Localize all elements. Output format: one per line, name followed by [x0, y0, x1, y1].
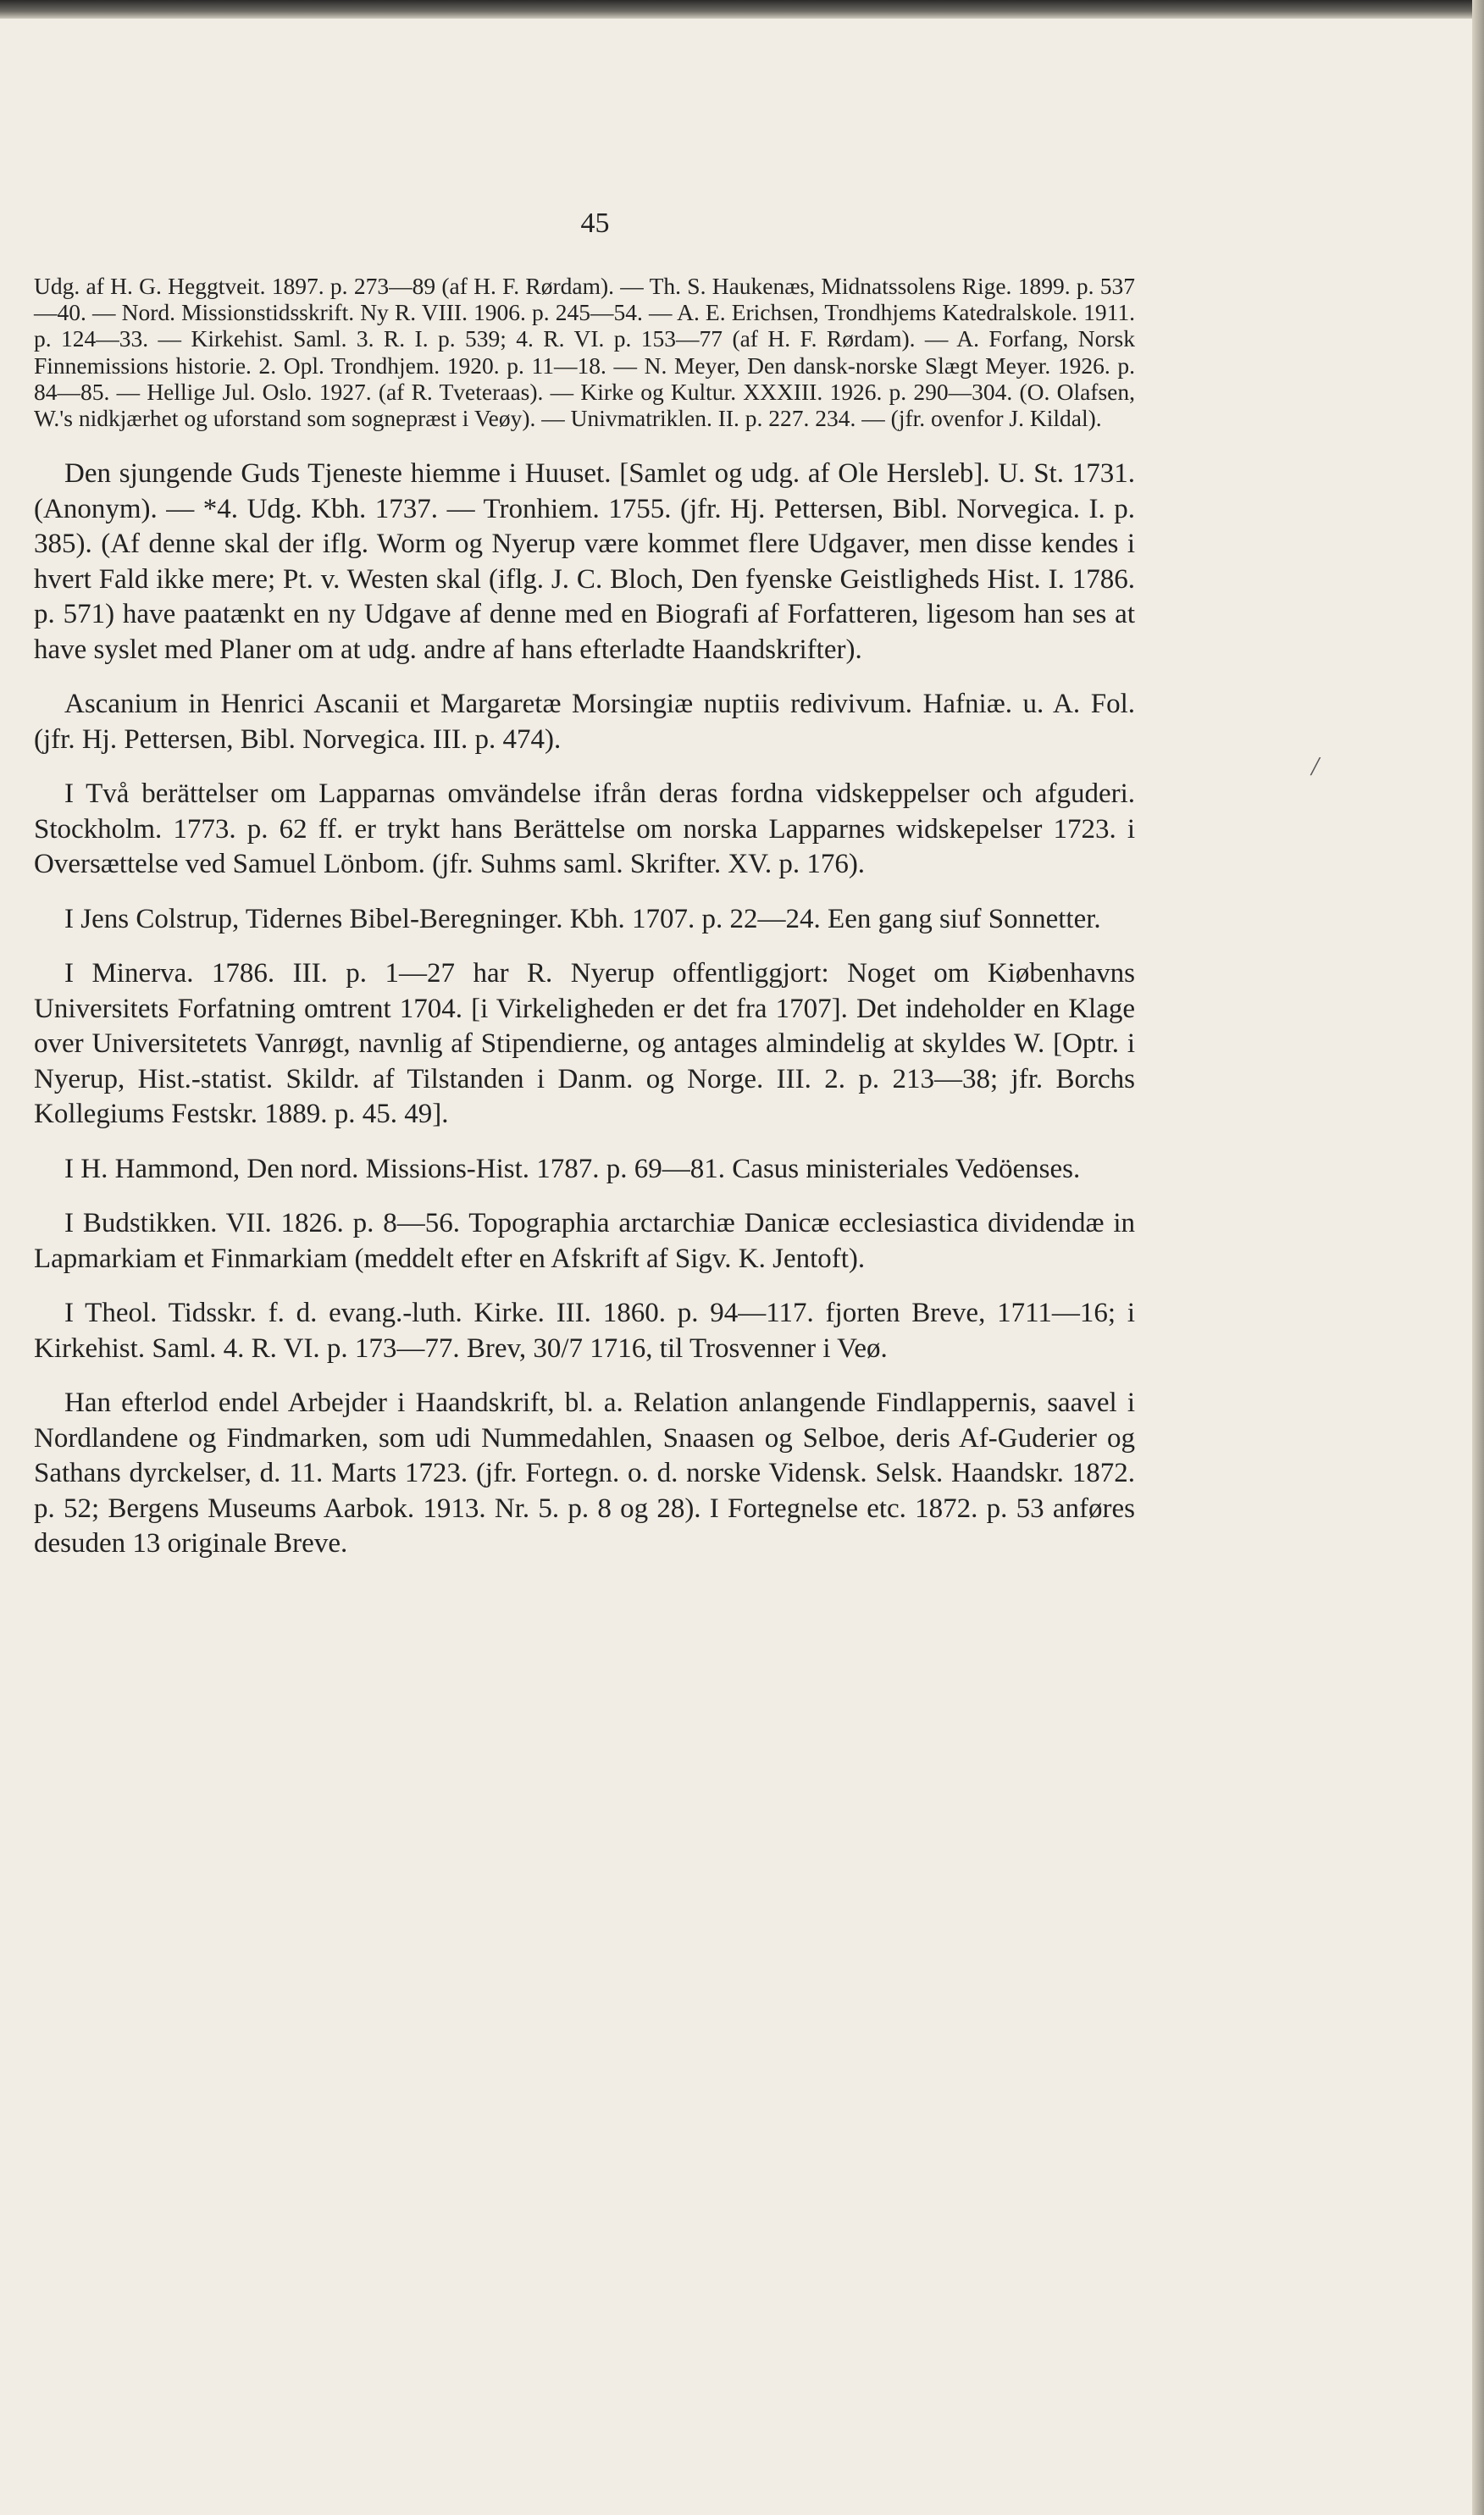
scan-right-edge: [1472, 0, 1484, 2515]
work-entry-paragraph: I Minerva. 1786. III. p. 1—27 har R. Nyerup offentliggjort: Noget om Kiøbenhavns Universitets Forfatning omtrent 1704. [i Virkeligheden er det fra 1707]. Det indeholder en Klage over Universitetets Vanrøgt, navnlig af Stipendierne, og antages almindelig at skyldes W. [Optr. i Nyerup, Hist.-statist. Skildr. af Tilstanden i Danm. og Norge. III. 2. p. 213—38; jfr. Borchs Kollegiums Festskr. 1889. p. 45. 49].: [34, 958, 1135, 1130]
work-entry-paragraph: I Två berättelser om Lapparnas omvändelse ifrån deras fordna vidskeppelser och afguderi. Stockholm. 1773. p. 62 ff. er trykt hans Berättelse om norska Lapparnes widskepelser 1723. i Oversættelse ved Samuel Lönbom. (jfr. Suhms saml. Skrifter. XV. p. 176).: [34, 778, 1135, 880]
work-entry-paragraph: I Jens Colstrup, Tidernes Bibel-Beregninger. Kbh. 1707. p. 22—24. Een gang siuf Sonnetter.: [64, 903, 1101, 934]
page-number: 45: [580, 208, 610, 239]
work-entry-paragraph: Ascanium in Henrici Ascanii et Margaretæ Morsingiæ nuptiis redivivum. Hafniæ. u. A. Fol. (jfr. Hj. Pettersen, Bibl. Norvegica. III. p. 474).: [34, 689, 1135, 755]
work-entry-paragraph: I Theol. Tidsskr. f. d. evang.-luth. Kirke. III. 1860. p. 94—117. fjorten Breve, 1711—16; i Kirkehist. Saml. 4. R. VI. p. 173—77. Brev, 30/7 1716, til Trosvenner i Veø.: [34, 1298, 1135, 1364]
references-paragraph: Udg. af H. G. Heggtveit. 1897. p. 273—89 (af H. F. Rørdam). — Th. S. Haukenæs, Midnatssolens Rige. 1899. p. 537—40. — Nord. Missionstidsskrift. Ny R. VIII. 1906. p. 245—54. — A. E. Erichsen, Trondhjems Katedralskole. 1911. p. 124—33. — Kirkehist. Saml. 3. R. I. p. 539; 4. R. VI. p. 153—77 (af H. F. Rørdam). — A. Forfang, Norsk Finnemissions historie. 2. Opl. Trondhjem. 1920. p. 11—18. — N. Meyer, Den dansk-norske Slægt Meyer. 1926. p. 84—85. — Hellige Jul. Oslo. 1927. (af R. Tveteraas). — Kirke og Kultur. XXXIII. 1926. p. 290—304. (O. Olafsen, W.'s nidkjærhet og uforstand som sognepræst i Veøy). — Univmatriklen. II. p. 227. 234. — (jfr. ovenfor J. Kildal).: [34, 273, 1135, 432]
work-entry-paragraph: Den sjungende Guds Tjeneste hiemme i Huuset. [Samlet og udg. af Ole Hersleb]. U. St. 1731. (Anonym). — *4. Udg. Kbh. 1737. — Tronhiem. 1755. (jfr. Hj. Pettersen, Bibl. Norvegica. I. p. 385). (Af denne skal der iflg. Worm og Nyerup være kommet flere Udgaver, men disse kendes i hvert Fald ikke mere; Pt. v. Westen skal (iflg. J. C. Bloch, Den fyenske Geistligheds Hist. I. 1786. p. 571) have paatænkt en ny Udgave af denne med en Biografi af Forfatteren, ligesom han ses at have syslet med Planer om at udg. andre af hans efterladte Haandskrifter).: [34, 458, 1135, 665]
work-entry-paragraph: I Budstikken. VII. 1826. p. 8—56. Topographia arctarchiæ Danicæ ecclesiastica dividendæ in Lapmarkiam et Finmarkiam (meddelt efter en Afskrift af Sigv. K. Jentoft).: [34, 1208, 1135, 1274]
manuscripts-paragraph: Han efterlod endel Arbejder i Haandskrift, bl. a. Relation anlangende Findlappernis, saavel i Nordlandene og Findmarken, som udi Nummedahlen, Snaasen og Selboe, deris Af-Guderier og Sathans dyrckelser, d. 11. Marts 1723. (jfr. Fortegn. o. d. norske Vidensk. Selsk. Haandskr. 1872. p. 52; Bergens Museums Aarbok. 1913. Nr. 5. p. 8 og 28). I Fortegnelse etc. 1872. p. 53 anføres desuden 13 originale Breve.: [34, 1388, 1135, 1559]
margin-pencil-mark: /: [1311, 751, 1319, 781]
page-body: [34, 273, 1135, 1582]
work-entry-paragraph: I H. Hammond, Den nord. Missions-Hist. 1787. p. 69—81. Casus ministeriales Vedöenses.: [64, 1153, 1081, 1184]
scan-top-edge: [0, 0, 1484, 19]
